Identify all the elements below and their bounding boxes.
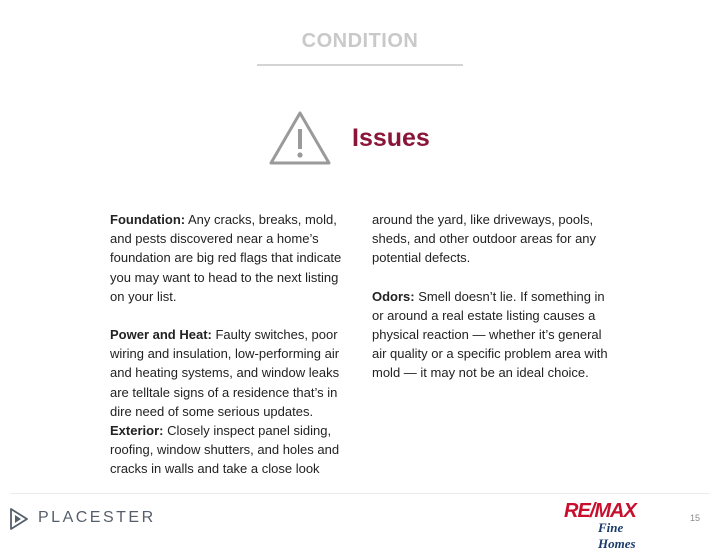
footer-divider bbox=[10, 493, 710, 494]
issues-heading: Issues bbox=[352, 124, 430, 152]
placester-wordmark: PLACESTER bbox=[38, 509, 156, 526]
title-divider bbox=[257, 64, 463, 66]
foundation-text: Any cracks, breaks, mold, and pests discovered near a home’s foundation are big red flags that indicate you may want to head to the next listing on your list. bbox=[110, 212, 342, 304]
foundation-label: Foundation: bbox=[110, 212, 186, 227]
left-column bbox=[110, 210, 352, 479]
exterior-paragraph bbox=[110, 421, 352, 479]
remax-subtitle: Fine Homes bbox=[598, 520, 636, 551]
placester-logo-icon bbox=[9, 507, 29, 531]
page-number: 15 bbox=[690, 513, 701, 523]
remax-wordmark: RE/MAX bbox=[564, 500, 636, 522]
exterior-continued: around the yard, like driveways, pools, sheds, and other outdoor areas for any potential defects. bbox=[372, 212, 597, 266]
right-column bbox=[372, 210, 614, 383]
foundation-paragraph bbox=[110, 210, 352, 306]
exterior-label: Exterior: bbox=[110, 423, 164, 439]
power-heat-paragraph bbox=[110, 325, 352, 421]
power-heat-text: Faulty switches, poor wiring and insulation, low-performing air and heating systems, and window leaks are telltale signs of a residence that’s in dire need of some serious updates. bbox=[110, 327, 340, 419]
odors-text: Smell doesn’t lie. If something in or around a real estate listing causes a physical reaction — whether it’s general air quality or a specific problem area with mold — it may not be an ideal choice. bbox=[372, 288, 608, 381]
remax-logo bbox=[562, 500, 656, 551]
odors-paragraph bbox=[372, 287, 614, 383]
warning-triangle-icon bbox=[266, 108, 334, 168]
power-heat-label: Power and Heat: bbox=[110, 327, 212, 343]
exterior-text: Closely inspect panel siding, roofing, window shutters, and holes and cracks in walls and take a close look bbox=[110, 423, 340, 477]
section-title: CONDITION bbox=[301, 30, 419, 52]
odors-label: Odors: bbox=[372, 288, 415, 304]
